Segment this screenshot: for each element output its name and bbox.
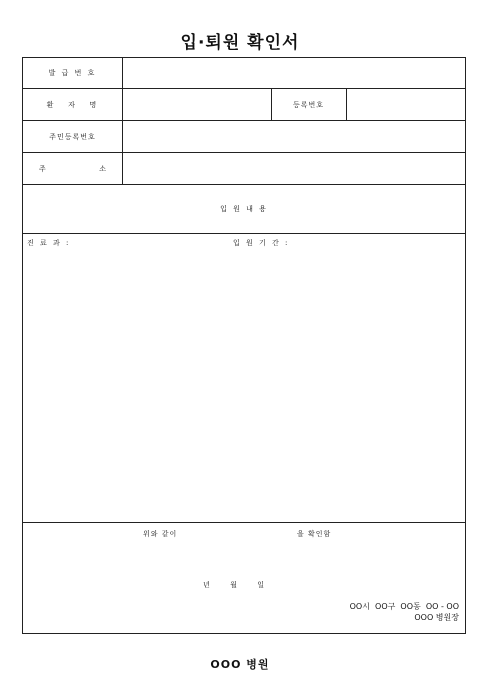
issue-number-row	[23, 58, 465, 89]
patient-name-label: 환 자 명	[23, 89, 123, 120]
confirm-text-right: 을 확인함	[297, 530, 332, 538]
resident-number-row	[23, 121, 465, 153]
address-label-right: 소	[99, 164, 106, 173]
address-label-left: 주	[39, 164, 46, 173]
content-area	[23, 234, 465, 523]
certificate-form	[22, 57, 466, 634]
hospital-address: OO시 OO구 OO동 OO - OO	[349, 602, 459, 611]
department-label: 진 료 과 :	[27, 239, 71, 247]
address-label	[23, 153, 123, 184]
section-header: 입 원 내 용	[220, 205, 268, 213]
document-title: 입·퇴원 확인서	[180, 33, 300, 53]
patient-name-row	[23, 89, 465, 121]
confirm-text-left: 위와 같이	[143, 530, 178, 538]
period-label: 입 원 기 간 :	[233, 239, 290, 247]
hospital-name: OOO 병원	[210, 658, 270, 671]
confirmation-area	[23, 523, 465, 635]
issue-number-label: 발 급 번 호	[23, 58, 123, 88]
registration-number-label: 등록번호	[271, 89, 347, 120]
section-header-row	[23, 185, 465, 234]
date-label: 년 월 일	[203, 581, 265, 589]
address-row	[23, 153, 465, 185]
resident-number-label: 주민등록번호	[23, 121, 123, 152]
hospital-director: OOO 병원장	[414, 613, 459, 622]
